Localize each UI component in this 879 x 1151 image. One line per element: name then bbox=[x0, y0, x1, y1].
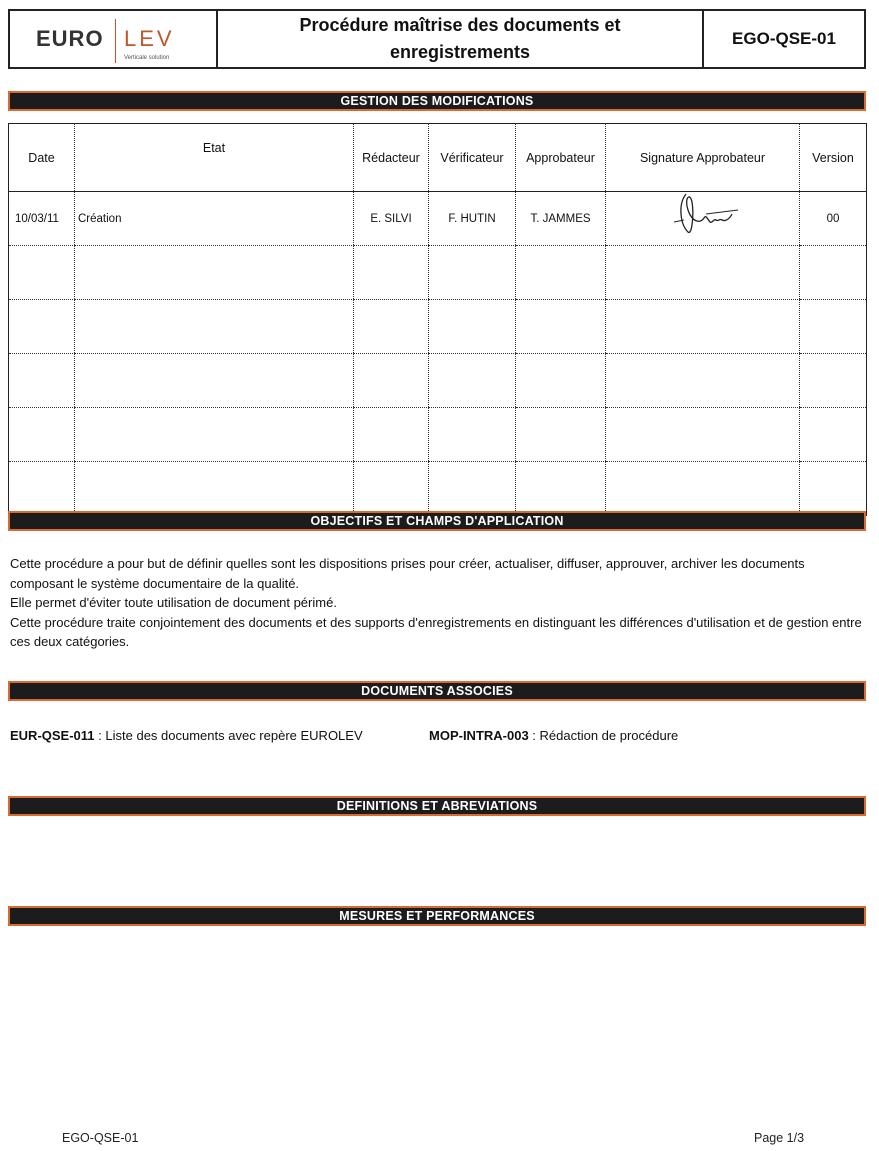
document-label: Rédaction de procédure bbox=[539, 728, 679, 743]
cell-signature bbox=[606, 192, 800, 246]
header-version: Version bbox=[800, 124, 867, 192]
document-reference: EUR-QSE-011 : Liste des documents avec repère EUROLEV bbox=[10, 728, 363, 743]
modifications-table bbox=[8, 123, 867, 516]
objectifs-text bbox=[10, 554, 866, 652]
section-banner-objectifs: OBJECTIFS ET CHAMPS D'APPLICATION bbox=[8, 511, 866, 531]
footer-page-number: Page 1/3 bbox=[754, 1131, 805, 1145]
cell-verificateur: F. HUTIN bbox=[429, 192, 516, 246]
header-redacteur: Rédacteur bbox=[354, 124, 429, 192]
cell-redacteur: E. SILVI bbox=[354, 192, 429, 246]
table-row bbox=[9, 408, 867, 462]
title-line-1: Procédure maîtrise des documents et bbox=[299, 15, 621, 35]
section-banner-definitions: DEFINITIONS ET ABREVIATIONS bbox=[8, 796, 866, 816]
signature-image bbox=[648, 184, 758, 244]
objectifs-paragraph-1: Cette procédure a pour but de définir quelles sont les dispositions prises pour créer, actualiser, diffuser, approuver, archiver les documents composant le système documentaire de la qualité. bbox=[10, 556, 805, 591]
document-reference: MOP-INTRA-003 : Rédaction de procédure bbox=[429, 728, 679, 743]
document-code: EGO-QSE-01 bbox=[732, 29, 836, 48]
title-line-2: enregistrements bbox=[389, 42, 531, 62]
cell-date: 10/03/11 bbox=[9, 192, 75, 246]
section-banner-mesures: MESURES ET PERFORMANCES bbox=[8, 906, 866, 926]
table-row bbox=[9, 300, 867, 354]
section-banner-gestion: GESTION DES MODIFICATIONS bbox=[8, 91, 866, 111]
header-etat: Etat bbox=[75, 124, 354, 192]
logo-divider bbox=[115, 19, 116, 63]
cell-etat: Création bbox=[75, 192, 354, 246]
header-verificateur: Vérificateur bbox=[429, 124, 516, 192]
cell-approbateur: T. JAMMES bbox=[516, 192, 606, 246]
document-code-ref: EUR-QSE-011 bbox=[10, 728, 95, 743]
logo-text-lev: LEV bbox=[124, 26, 175, 51]
logo-text-euro: EURO bbox=[36, 26, 104, 51]
objectifs-paragraph-2: Elle permet d'éviter toute utilisation de document périmé. bbox=[10, 595, 337, 610]
cell-version: 00 bbox=[800, 192, 867, 246]
table-header-row bbox=[9, 124, 867, 192]
header-approbateur: Approbateur bbox=[516, 124, 606, 192]
objectifs-paragraph-3: Cette procédure traite conjointement des documents et des supports d'enregistrements en distinguant les différences d'utilisation et de gestion entre ces deux catégories. bbox=[10, 614, 862, 649]
logo bbox=[10, 11, 218, 67]
document-code-ref: MOP-INTRA-003 bbox=[429, 728, 529, 743]
table-row bbox=[9, 354, 867, 408]
logo-tagline: Verticale solution bbox=[124, 55, 170, 61]
header-signature: Signature Approbateur bbox=[606, 124, 800, 192]
header-date: Date bbox=[9, 124, 75, 192]
table-row bbox=[9, 246, 867, 300]
document-label: Liste des documents avec repère EUROLEV bbox=[105, 728, 363, 743]
section-banner-documents: DOCUMENTS ASSOCIES bbox=[8, 681, 866, 701]
table-row bbox=[9, 462, 867, 516]
footer-document-code: EGO-QSE-01 bbox=[62, 1131, 139, 1145]
document-header bbox=[8, 9, 866, 69]
table-row bbox=[9, 192, 867, 246]
document-title bbox=[218, 11, 704, 67]
